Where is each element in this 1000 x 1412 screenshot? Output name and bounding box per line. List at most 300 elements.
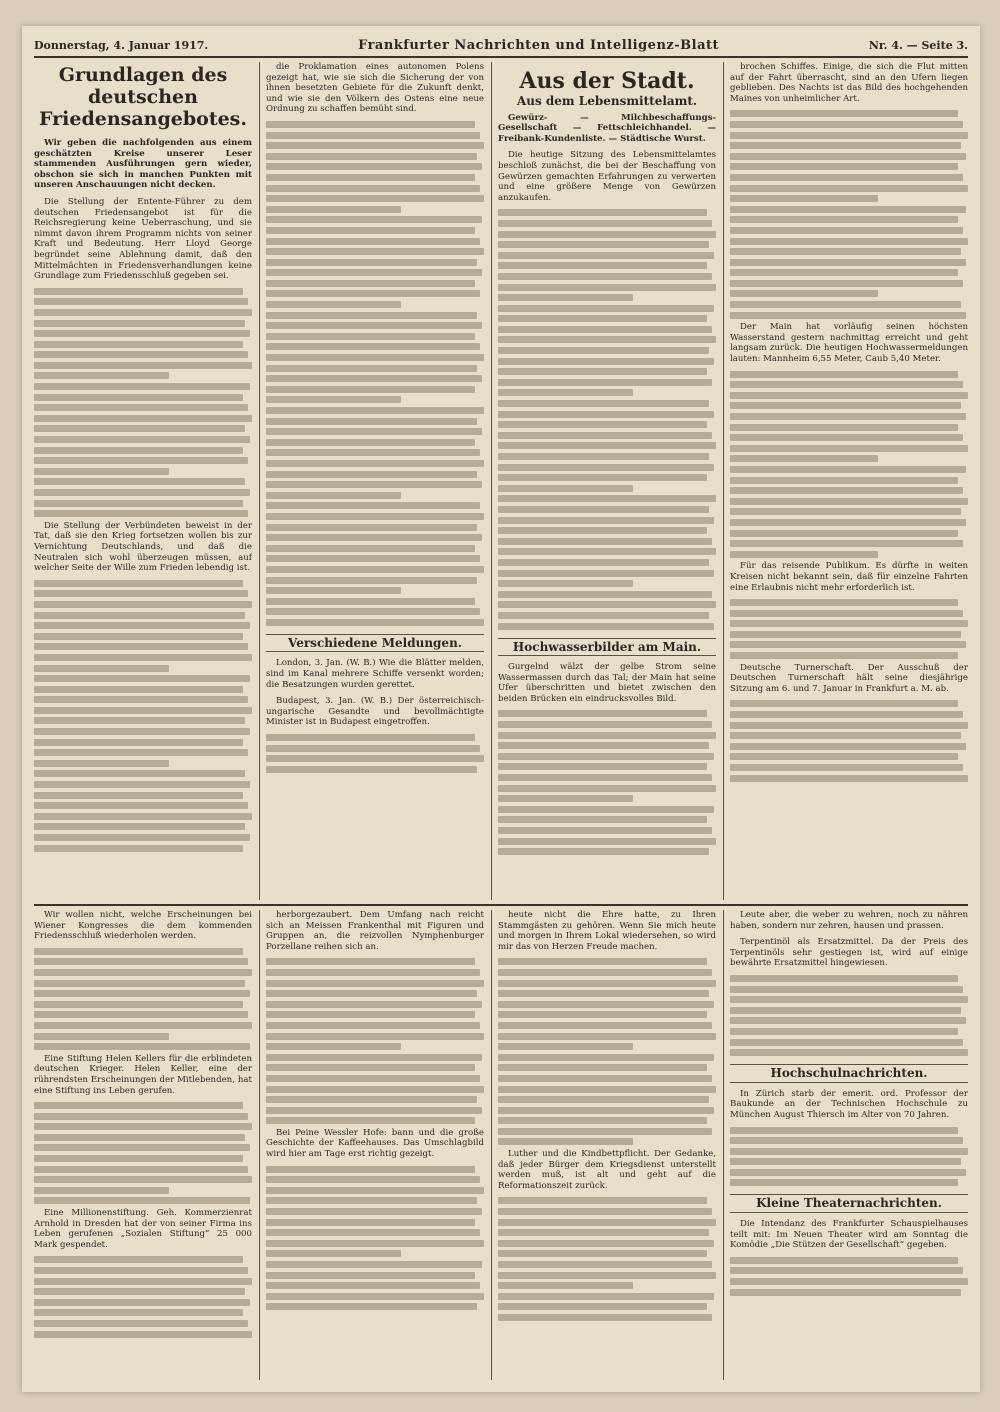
text-line bbox=[730, 206, 966, 213]
text-line bbox=[498, 495, 716, 502]
text-line bbox=[266, 418, 477, 425]
text-line bbox=[34, 415, 252, 422]
text-line bbox=[34, 686, 243, 693]
column-rule bbox=[723, 910, 724, 1380]
text-line bbox=[34, 1102, 243, 1109]
text-line bbox=[34, 760, 169, 767]
text-line bbox=[34, 330, 250, 337]
article-headline: Grundlagen des deutschen Friedensangebotes. bbox=[39, 64, 247, 130]
text-line bbox=[498, 252, 714, 259]
text-line bbox=[498, 1011, 707, 1018]
text-line bbox=[730, 434, 963, 441]
text-line bbox=[498, 774, 712, 781]
text-line bbox=[266, 502, 480, 509]
section-lead: Gewürz- — Milchbeschaffungs-Gesellschaft — Fettschleichhandel. — Freibank-Kundenliste. — Städtische Wurst. bbox=[498, 112, 716, 144]
illegible-text-block bbox=[34, 1256, 252, 1337]
article-intro: Wir geben die nachfolgenden aus einem geschätzten Kreise unserer Leser stammenden Ausführungen gern wieder, obschon sie sich in manchen Punkten mit unseren Anschauungen nicht decken. bbox=[34, 138, 252, 191]
text-line bbox=[730, 1039, 963, 1046]
text-line bbox=[34, 980, 245, 987]
text-line bbox=[266, 354, 484, 361]
text-line bbox=[34, 665, 169, 672]
text-line bbox=[498, 710, 707, 717]
text-line bbox=[498, 474, 707, 481]
text-line bbox=[34, 436, 250, 443]
column-rule bbox=[259, 910, 260, 1380]
text-line bbox=[34, 845, 243, 852]
article-paragraph: Die heutige Sitzung des Lebensmittelamtes beschloß zunächst, die bei der Beschaffung von Gewürzen gemachten Erfahrungen zu verwerten und eine größere Menge von Gewürzen anzukaufen. bbox=[498, 150, 716, 203]
text-line bbox=[266, 1208, 482, 1215]
bottom-column-1 bbox=[34, 910, 252, 1380]
article-paragraph: heute nicht die Ehre hatte, zu Ihren Stammgästen zu gehören. Wenn Sie mich heute und morgen in Ihrem Lokal wiedersehen, so wird mir das von Herzen Freude machen. bbox=[498, 910, 716, 952]
text-line bbox=[266, 524, 477, 531]
text-line bbox=[34, 1144, 250, 1151]
text-line bbox=[34, 351, 248, 358]
text-line bbox=[498, 570, 714, 577]
news-item: Terpentinöl als Ersatzmittel. Da der Preis des Terpentinöls sehr gestiegen ist, wird auf einige bewährte Ersatzmittel hingewiesen. bbox=[730, 937, 968, 969]
text-line bbox=[34, 1309, 243, 1316]
text-line bbox=[730, 238, 968, 245]
text-line bbox=[266, 195, 484, 202]
text-line bbox=[266, 1261, 482, 1268]
text-line bbox=[730, 764, 963, 771]
text-line bbox=[266, 365, 477, 372]
text-line bbox=[730, 1028, 958, 1035]
text-line bbox=[266, 1240, 484, 1247]
text-line bbox=[730, 381, 963, 388]
text-line bbox=[266, 460, 484, 467]
text-line bbox=[498, 315, 707, 322]
text-line bbox=[498, 411, 714, 418]
text-line bbox=[266, 1086, 484, 1093]
article-paragraph: Der Main hat vorläufig seinen höchsten Wasserstand gestern nachmittag erreicht und geht langsam zurück. Die heutigen Hochwassermeldungen lauten: Mannheim 6,55 Meter, Caub 5,40 Meter. bbox=[730, 322, 968, 365]
issue-date: Donnerstag, 4. Januar 1917. bbox=[34, 38, 209, 52]
illegible-text-block bbox=[266, 121, 484, 626]
text-line bbox=[498, 1272, 716, 1279]
text-line bbox=[498, 753, 714, 760]
text-line bbox=[266, 481, 482, 488]
text-line bbox=[498, 506, 709, 513]
text-line bbox=[730, 631, 961, 638]
illegible-text-block bbox=[34, 1102, 252, 1204]
text-line bbox=[498, 1033, 716, 1040]
text-line bbox=[266, 121, 475, 128]
text-line bbox=[34, 1113, 248, 1120]
text-line bbox=[266, 1075, 480, 1082]
text-line bbox=[34, 298, 248, 305]
text-line bbox=[730, 1267, 963, 1274]
section-heading: Verschiedene Meldungen. bbox=[266, 634, 484, 653]
text-line bbox=[266, 1272, 475, 1279]
illegible-text-block bbox=[730, 599, 968, 659]
text-line bbox=[730, 743, 966, 750]
text-line bbox=[730, 1007, 961, 1014]
text-line bbox=[498, 284, 716, 291]
text-line bbox=[498, 623, 714, 630]
text-line bbox=[498, 305, 714, 312]
text-line bbox=[498, 838, 716, 845]
text-line bbox=[34, 1187, 169, 1194]
text-line bbox=[34, 739, 243, 746]
text-line bbox=[34, 447, 243, 454]
text-line bbox=[34, 404, 248, 411]
text-line bbox=[498, 1208, 712, 1215]
text-line bbox=[266, 1096, 477, 1103]
text-line bbox=[266, 471, 477, 478]
text-line bbox=[34, 1197, 250, 1204]
article-paragraph: Bei Peine Wessler Hofe: bann und die große Geschichte der Kaffeehauses. Das Umschlagbild wird hier am Tage erst richtig gezeigt. bbox=[266, 1127, 484, 1160]
text-line bbox=[498, 969, 712, 976]
text-line bbox=[34, 500, 243, 507]
article-paragraph: die Proklamation eines autonomen Polens gezeigt hat, wie sie sich die Sicherung der von ihnen besetzten Gebiete für die Zukunft denkt, und wie sie den Völkern des Ostens eine neue Ordnung zu schaffen bemüht sind. bbox=[266, 62, 484, 115]
text-line bbox=[730, 975, 958, 982]
text-line bbox=[730, 312, 966, 319]
text-line bbox=[498, 1240, 714, 1247]
text-line bbox=[730, 445, 968, 452]
column-rule bbox=[491, 910, 492, 1380]
text-line bbox=[34, 1256, 243, 1263]
page-header bbox=[34, 34, 968, 58]
text-line bbox=[498, 464, 714, 471]
text-line bbox=[34, 489, 250, 496]
text-line bbox=[730, 455, 878, 462]
text-line bbox=[498, 1303, 707, 1310]
text-line bbox=[730, 722, 968, 729]
text-line bbox=[498, 548, 716, 555]
news-item: Die Intendanz des Frankfurter Schauspielhauses teilt mit: Im Neuen Theater wird am Sonntag die Komödie „Die Stützen der Gesellschaft“ gegeben. bbox=[730, 1219, 968, 1251]
text-line bbox=[34, 1299, 250, 1306]
article-paragraph: brochen Schiffes. Einige, die sich die Flut mitten auf der Fahrt überrascht, sind an den Ufern liegen geblieben. Des Nachts ist das Bild des hochgehenden Maines von unheimlicher Art. bbox=[730, 62, 968, 104]
text-line bbox=[266, 1282, 480, 1289]
text-line bbox=[730, 551, 878, 558]
text-line bbox=[498, 368, 707, 375]
text-line bbox=[730, 620, 968, 627]
text-line bbox=[266, 449, 480, 456]
text-line bbox=[266, 619, 484, 626]
text-line bbox=[266, 206, 401, 213]
text-line bbox=[730, 227, 963, 234]
text-line bbox=[266, 132, 480, 139]
text-line bbox=[498, 785, 716, 792]
text-line bbox=[498, 816, 707, 823]
text-line bbox=[266, 513, 484, 520]
text-line bbox=[498, 400, 709, 407]
text-line bbox=[266, 1001, 482, 1008]
section-title: Aus der Stadt. bbox=[519, 68, 695, 94]
text-line bbox=[266, 755, 484, 762]
text-line bbox=[266, 555, 480, 562]
news-item: Budapest, 3. Jan. (W. B.) Der österreichisch-ungarische Gesandte und bevollmächtigte Minister ist in Budapest eingetroffen. bbox=[266, 696, 484, 728]
text-line bbox=[266, 142, 484, 149]
text-line bbox=[730, 986, 963, 993]
text-line bbox=[730, 248, 961, 255]
text-line bbox=[730, 775, 968, 782]
text-line bbox=[730, 280, 963, 287]
text-line bbox=[34, 1288, 245, 1295]
text-line bbox=[498, 1022, 712, 1029]
text-line bbox=[730, 216, 958, 223]
text-line bbox=[266, 1187, 484, 1194]
text-line bbox=[498, 742, 709, 749]
text-line bbox=[266, 545, 475, 552]
text-line bbox=[266, 290, 480, 297]
text-line bbox=[730, 290, 878, 297]
text-line bbox=[34, 1022, 252, 1029]
text-line bbox=[34, 622, 250, 629]
text-line bbox=[34, 341, 243, 348]
text-line bbox=[498, 517, 714, 524]
text-line bbox=[266, 1166, 475, 1173]
text-line bbox=[266, 766, 477, 773]
text-line bbox=[730, 610, 963, 617]
text-line bbox=[730, 259, 966, 266]
news-item: Eine Millionenstiftung. Geh. Kommerzienrat Arnhold in Dresden hat der von seiner Firma ins Leben gerufenen „Sozialen Stiftung“ 25 000 Mark gespendet. bbox=[34, 1208, 252, 1250]
text-line bbox=[498, 1117, 707, 1124]
text-line bbox=[730, 121, 963, 128]
text-line bbox=[730, 413, 966, 420]
text-line bbox=[730, 1169, 966, 1176]
text-line bbox=[730, 1127, 958, 1134]
news-item: Deutsche Turnerschaft. Der Ausschuß der Deutschen Turnerschaft hält seine diesjährige Sitzung am 6. und 7. Januar in Frankfurt a. M. ab. bbox=[730, 662, 968, 694]
text-line bbox=[34, 654, 252, 661]
illegible-text-block bbox=[730, 110, 968, 318]
text-line bbox=[34, 372, 169, 379]
text-line bbox=[498, 1043, 633, 1050]
text-line bbox=[34, 823, 245, 830]
illegible-text-block bbox=[266, 1166, 484, 1311]
text-line bbox=[34, 958, 248, 965]
text-line bbox=[34, 1267, 248, 1274]
text-line bbox=[34, 394, 243, 401]
text-line bbox=[730, 142, 961, 149]
text-line bbox=[266, 216, 482, 223]
text-line bbox=[730, 996, 968, 1003]
text-line bbox=[730, 530, 958, 537]
text-line bbox=[498, 1250, 707, 1257]
text-line bbox=[34, 309, 252, 316]
text-line bbox=[266, 1117, 475, 1124]
article-paragraph: Die Stellung der Verbündeten beweist in der Tat, daß sie den Krieg fortsetzen wollen bis zur Vernichtung Deutschlands, und daß die Neutralen sich wohl überzeugen müssen, auf welcher Seite der Wille zum Frieden lebendig ist. bbox=[34, 520, 252, 574]
text-line bbox=[498, 795, 633, 802]
text-line bbox=[498, 485, 633, 492]
text-line bbox=[34, 675, 250, 682]
text-line bbox=[730, 1148, 968, 1155]
text-line bbox=[498, 262, 707, 269]
text-line bbox=[498, 591, 712, 598]
text-line bbox=[34, 1033, 169, 1040]
text-line bbox=[498, 347, 709, 354]
text-line bbox=[34, 320, 245, 327]
text-line bbox=[498, 958, 707, 965]
text-line bbox=[34, 612, 245, 619]
text-line bbox=[34, 288, 243, 295]
text-line bbox=[34, 1320, 248, 1327]
text-line bbox=[498, 990, 709, 997]
text-line bbox=[266, 566, 484, 573]
illegible-text-block bbox=[498, 209, 716, 629]
text-line bbox=[266, 598, 475, 605]
text-line bbox=[266, 1197, 477, 1204]
text-line bbox=[730, 153, 966, 160]
text-line bbox=[498, 358, 714, 365]
column-rule bbox=[491, 62, 492, 900]
text-line bbox=[498, 442, 716, 449]
text-line bbox=[498, 538, 712, 545]
text-line bbox=[266, 534, 482, 541]
illegible-text-block bbox=[730, 1127, 968, 1187]
text-line bbox=[34, 969, 252, 976]
text-line bbox=[266, 577, 477, 584]
text-line bbox=[498, 453, 709, 460]
column-2 bbox=[266, 62, 484, 900]
text-line bbox=[498, 1064, 707, 1071]
text-line bbox=[34, 1043, 250, 1050]
text-line bbox=[266, 312, 477, 319]
text-line bbox=[498, 1075, 712, 1082]
text-line bbox=[498, 1054, 714, 1061]
illegible-text-block bbox=[730, 1257, 968, 1296]
text-line bbox=[266, 333, 475, 340]
text-line bbox=[34, 510, 248, 517]
text-line bbox=[498, 612, 709, 619]
text-line bbox=[34, 834, 250, 841]
text-line bbox=[498, 1219, 716, 1226]
column-4 bbox=[730, 62, 968, 900]
section-heading: Hochschulnachrichten. bbox=[730, 1064, 968, 1083]
text-line bbox=[34, 1123, 252, 1130]
text-line bbox=[730, 700, 958, 707]
text-line bbox=[34, 1166, 248, 1173]
text-line bbox=[498, 601, 716, 608]
illegible-text-block bbox=[730, 371, 968, 558]
text-line bbox=[266, 322, 482, 329]
text-line bbox=[34, 468, 169, 475]
text-line bbox=[730, 269, 958, 276]
text-line bbox=[498, 432, 712, 439]
text-line bbox=[266, 301, 401, 308]
illegible-text-block bbox=[498, 710, 716, 855]
text-line bbox=[498, 1229, 709, 1236]
section-divider bbox=[34, 904, 968, 906]
text-line bbox=[498, 231, 716, 238]
text-line bbox=[34, 601, 252, 608]
text-line bbox=[266, 386, 475, 393]
text-line bbox=[266, 259, 477, 266]
illegible-text-block bbox=[34, 288, 252, 517]
text-line bbox=[498, 1314, 712, 1321]
column-3 bbox=[498, 62, 716, 900]
text-line bbox=[266, 163, 482, 170]
text-line bbox=[498, 1086, 716, 1093]
text-line bbox=[266, 969, 480, 976]
text-line bbox=[266, 1033, 484, 1040]
text-line bbox=[498, 763, 707, 770]
text-line bbox=[730, 174, 963, 181]
text-line bbox=[34, 1176, 252, 1183]
text-line bbox=[498, 1282, 633, 1289]
text-line bbox=[266, 1219, 475, 1226]
text-line bbox=[34, 425, 245, 432]
text-line bbox=[498, 806, 714, 813]
text-line bbox=[498, 721, 712, 728]
text-line bbox=[730, 424, 958, 431]
news-item: London, 3. Jan. (W. B.) Wie die Blätter melden, sind im Kanal mehrere Schiffe versenkt worden; die Besatzungen wurden gerettet. bbox=[266, 658, 484, 690]
text-line bbox=[498, 273, 712, 280]
text-line bbox=[730, 508, 961, 515]
column-rule bbox=[259, 62, 260, 900]
text-line bbox=[730, 466, 966, 473]
text-line bbox=[498, 527, 707, 534]
text-line bbox=[266, 248, 484, 255]
article-paragraph: Die Stellung der Entente-Führer zu dem deutschen Friedensangebot ist für die Reichsregierung keine Ueberraschung, und sie nimmt davon ihrem Programm nichts von seiner Kraft und Bedeutung. Herr Lloyd George begründet seine Ablehnung damit, daß den Mittelmächten in Friedensverhandlungen keine Grundlage zum Friedensschluß gegeben sei. bbox=[34, 196, 252, 282]
text-line bbox=[266, 734, 475, 741]
section-subtitle: Aus dem Lebensmittelamt. bbox=[516, 94, 698, 108]
text-line bbox=[498, 209, 707, 216]
text-line bbox=[266, 1022, 480, 1029]
column-1 bbox=[34, 62, 252, 900]
text-line bbox=[266, 1293, 484, 1300]
text-line bbox=[34, 813, 252, 820]
text-line bbox=[730, 392, 968, 399]
text-line bbox=[34, 717, 245, 724]
text-line bbox=[730, 163, 958, 170]
text-line bbox=[34, 696, 248, 703]
text-line bbox=[266, 428, 482, 435]
text-line bbox=[498, 421, 707, 428]
text-line bbox=[266, 745, 480, 752]
text-line bbox=[730, 185, 968, 192]
text-line bbox=[266, 990, 477, 997]
text-line bbox=[266, 227, 475, 234]
text-line bbox=[730, 519, 966, 526]
text-line bbox=[730, 195, 878, 202]
illegible-text-block bbox=[34, 948, 252, 1050]
text-line bbox=[266, 185, 480, 192]
text-line bbox=[730, 487, 963, 494]
text-line bbox=[730, 652, 958, 659]
illegible-text-block bbox=[730, 700, 968, 781]
text-line bbox=[266, 1250, 401, 1257]
text-line bbox=[34, 990, 250, 997]
illegible-text-block bbox=[266, 734, 484, 773]
text-line bbox=[730, 477, 958, 484]
text-line bbox=[730, 1289, 961, 1296]
text-line bbox=[498, 1096, 709, 1103]
text-line bbox=[498, 326, 712, 333]
page-number: Nr. 4. — Seite 3. bbox=[868, 38, 968, 52]
text-line bbox=[498, 1107, 714, 1114]
text-line bbox=[266, 280, 475, 287]
text-line bbox=[34, 383, 250, 390]
text-line bbox=[266, 1229, 480, 1236]
text-line bbox=[498, 1261, 712, 1268]
news-item: Für das reisende Publikum. Es dürfte in weiten Kreisen nicht bekannt sein, daß für einzelne Fahrten eine Erlaubnis nicht mehr erforderlich ist. bbox=[730, 561, 968, 593]
text-line bbox=[498, 559, 709, 566]
text-line bbox=[34, 802, 248, 809]
bottom-column-4 bbox=[730, 910, 968, 1380]
bottom-column-2 bbox=[266, 910, 484, 1380]
text-line bbox=[34, 1331, 252, 1338]
article-paragraph: Gurgelnd wälzt der gelbe Strom seine Wassermassen durch das Tal; der Main hat seine Ufer überschritten und bietet zwischen den beiden Brücken ein eindrucksvolles Bild. bbox=[498, 662, 716, 704]
text-line bbox=[266, 1043, 401, 1050]
text-line bbox=[34, 749, 248, 756]
text-line bbox=[730, 1017, 966, 1024]
text-line bbox=[730, 1049, 968, 1056]
text-line bbox=[498, 732, 716, 739]
text-line bbox=[266, 375, 482, 382]
text-line bbox=[498, 241, 709, 248]
text-line bbox=[34, 633, 243, 640]
text-line bbox=[266, 153, 477, 160]
